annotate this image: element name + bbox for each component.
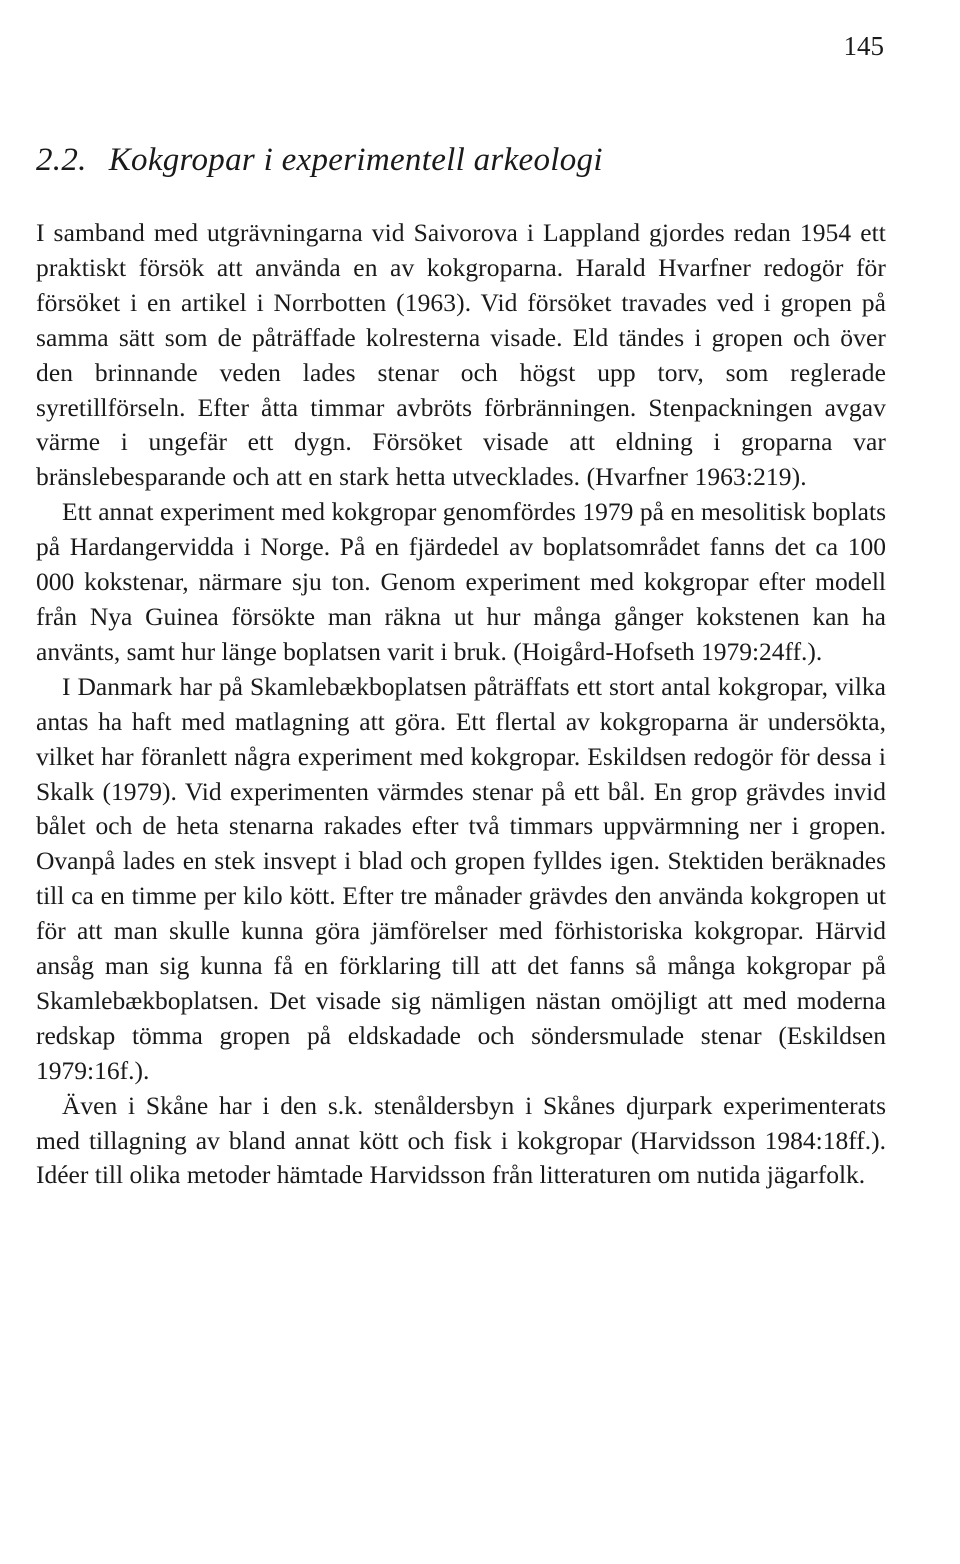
page-number: 145 <box>843 31 884 61</box>
paragraph-hardangervidda: Ett annat experiment med kokgropar genomfördes 1979 på en mesolitisk boplats på Hardangervidda i Norge. På en fjärdedel av boplatsområdet fanns det ca 100 000 kokstenar, närmare sju ton. Genom experiment med kokgropar efter modell från Nya Guinea försökte man räkna ut hur många gånger kokstenen kan ha använts, samt hur länge boplatsen varit i bruk. (Hoigård-Hofseth 1979:24ff.). <box>36 497 886 666</box>
section-number: 2.2. <box>36 142 87 178</box>
paragraph-saivorova: I samband med utgrävningarna vid Saivorova i Lappland gjordes redan 1954 ett praktiskt försök att använda en av kokgroparna. Harald Hvarfner redogör för försöket i en artikel i Norrbotten (1963). Vid försöket travades ved i gropen på samma sätt som de påträffade kolresterna visade. Eld tändes i gropen och över den brinnande veden lades stenar och högst upp torv, som reglerade syretillförseln. Efter åtta timmar avbröts förbränningen. Stenpackningen avgav värme i ungefär ett dygn. Försöket visade att eldning i groparna var bränslebesparande och att en stark hetta utvecklades. (Hvarfner 1963:219). <box>36 218 886 492</box>
body-text <box>36 216 886 1193</box>
section-heading <box>36 140 603 180</box>
paragraph-skane: Även i Skåne har i den s.k. stenåldersbyn i Skånes djurpark experimenterats med tillagning av bland annat kött och fisk i kokgropar (Harvidsson 1984:18ff.). Idéer till olika metoder hämtade Harvidsson från litteraturen om nutida jägarfolk. <box>36 1090 886 1190</box>
paragraph-skamlebaek: I Danmark har på Skamlebækboplatsen påträffats ett stort antal kokgropar, vilka antas ha haft med matlagning att göra. Ett flertal av kokgroparna är undersökta, vilket har föranlett några experiment med kokgropar. Eskildsen redogör för dessa i Skalk (1979). Vid experimenten värmdes stenar på ett bål. En grop grävdes invid bålet och de heta stenarna rakades efter två timmars uppvärmning ner i gropen. Ovanpå lades en stek insvept i blad och gropen fylldes igen. Stektiden beräknades till ca en timme per kilo kött. Efter tre månader grävdes den använda kokgropen ut för att man skulle kunna göra jämförelser med förhistoriska kokgropar. Härvid ansåg man sig kunna få en förklaring till att det fanns så många kokgropar på Skamlebækboplatsen. Det visade sig nämligen nästan omöjligt att med moderna redskap tömma gropen på eldskadade och söndersmulade stenar (Eskildsen 1979:16f.). <box>36 671 886 1085</box>
section-title: Kokgropar i experimentell arkeologi <box>108 142 603 178</box>
